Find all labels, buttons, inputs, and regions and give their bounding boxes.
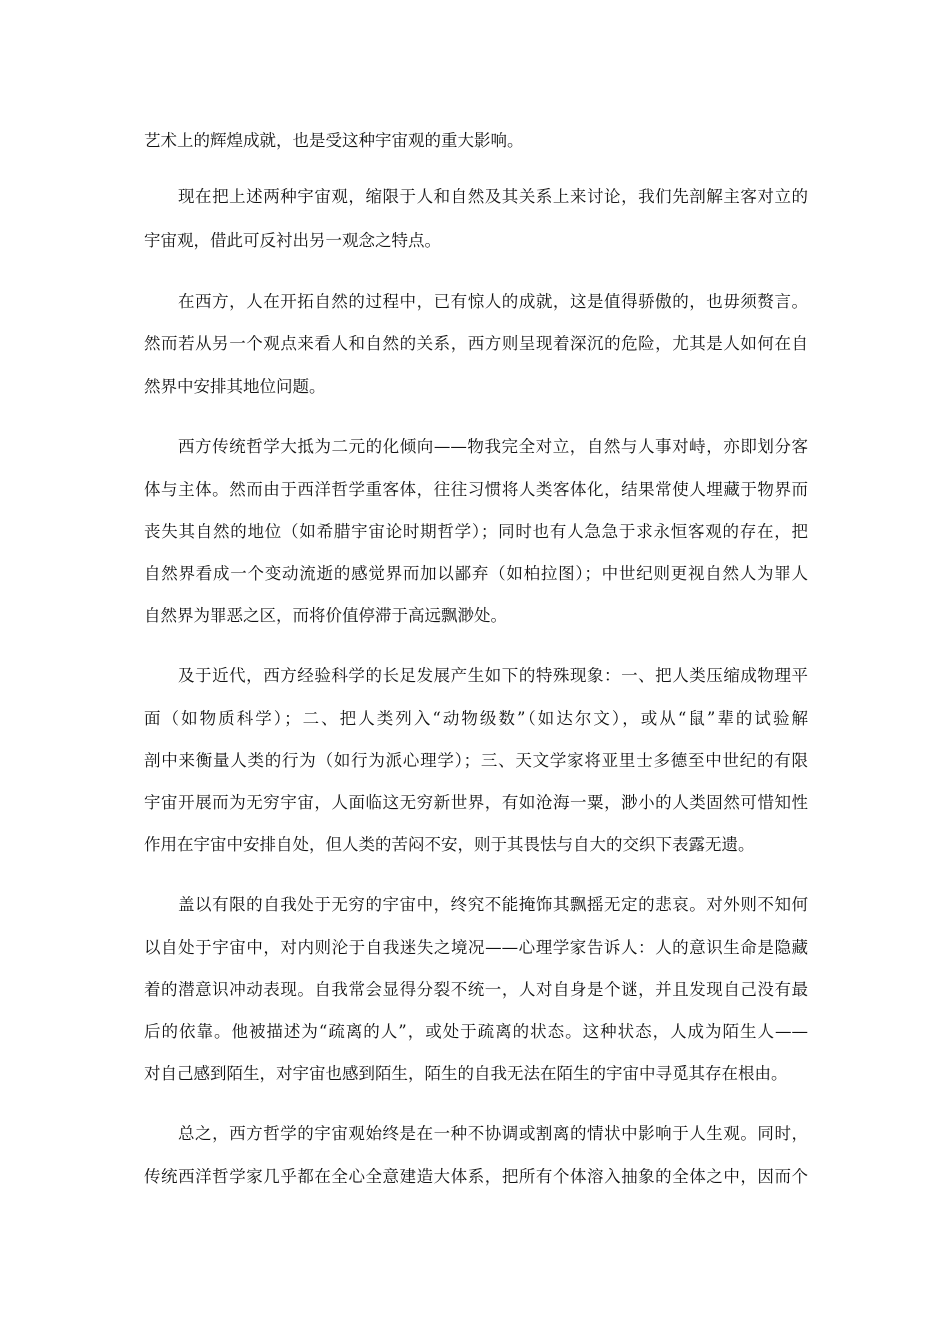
- paragraph-1: [0, 124, 950, 158]
- paragraph-4-line-2: [0, 473, 950, 507]
- paragraph-7-line-2: [0, 1160, 950, 1194]
- paragraph-2-line-1: [0, 180, 950, 214]
- text-line: 总之，西方哲学的宇宙观始终是在一种不协调或割离的情状中影响于人生观。同时，: [178, 1124, 808, 1143]
- paragraph-5-line-4: [0, 786, 950, 820]
- text-line: 着的潜意识冲动表现。自我常会显得分裂不统一，人对自身是个谜，并且发现自己没有最: [144, 980, 808, 999]
- paragraph-3-line-2: [0, 327, 950, 361]
- text-line: 然而若从另一个观点来看人和自然的关系，西方则呈现着深沉的危险，尤其是人如何在自: [144, 334, 808, 353]
- paragraph-6-line-1: [0, 888, 950, 922]
- paragraph-6-line-4: [0, 1015, 950, 1049]
- paragraph-3-line-1: [0, 285, 950, 319]
- text-line: 对自己感到陌生，对宇宙也感到陌生，陌生的自我无法在陌生的宇宙中寻觅其存在根由。: [144, 1064, 788, 1083]
- paragraph-3-line-3: [0, 370, 950, 404]
- paragraph-5-line-5: [0, 828, 950, 862]
- paragraph-5-line-1: [0, 659, 950, 693]
- paragraph-6-line-3: [0, 973, 950, 1007]
- text-line: 传统西洋哲学家几乎都在全心全意建造大体系，把所有个体溶入抽象的全体之中，因而个: [144, 1167, 808, 1186]
- paragraph-5-line-3: [0, 744, 950, 778]
- paragraph-5-line-2: [0, 702, 950, 736]
- text-line: 宇宙观，借此可反衬出另一观念之特点。: [144, 231, 441, 250]
- text-line: 及于近代，西方经验科学的长足发展产生如下的特殊现象：一、把人类压缩成物理平: [178, 666, 808, 685]
- paragraph-7-line-1: [0, 1117, 950, 1151]
- text-line: 后的依靠。他被描述为“疏离的人”，或处于疏离的状态。这种状态，人成为陌生人——: [144, 1022, 808, 1041]
- text-line: 然界中安排其地位问题。: [144, 377, 326, 396]
- text-line: 剖中来衡量人类的行为（如行为派心理学）；三、天文学家将亚里士多德至中世纪的有限: [144, 751, 808, 770]
- text-line: 自然界看成一个变动流逝的感觉界而加以鄙弃（如柏拉图）；中世纪则更视自然人为罪人: [144, 564, 808, 583]
- text-line: 面（如物质科学）；二、把人类列入“动物级数”（如达尔文），或从“鼠”辈的试验解: [144, 709, 808, 728]
- paragraph-6-line-5: [0, 1057, 950, 1091]
- text-line: 自然界为罪恶之区，而将价值停滞于高远飘渺处。: [144, 606, 507, 625]
- text-line: 丧失其自然的地位（如希腊宇宙论时期哲学）；同时也有人急急于求永恒客观的存在，把: [144, 522, 808, 541]
- text-line: 现在把上述两种宇宙观，缩限于人和自然及其关系上来讨论，我们先剖解主客对立的: [178, 187, 808, 206]
- text-line: 盖以有限的自我处于无穷的宇宙中，终究不能掩饰其飘摇无定的悲哀。对外则不知何: [178, 895, 808, 914]
- text-line: 西方传统哲学大抵为二元的化倾向——物我完全对立，自然与人事对峙，亦即划分客: [178, 437, 808, 456]
- text-line: 以自处于宇宙中，对内则沦于自我迷失之境况——心理学家告诉人：人的意识生命是隐藏: [144, 938, 808, 957]
- paragraph-4-line-4: [0, 557, 950, 591]
- paragraph-4-line-3: [0, 515, 950, 549]
- paragraph-4-line-5: [0, 599, 950, 633]
- text-line: 宇宙开展而为无穷宇宙，人面临这无穷新世界，有如沧海一粟，渺小的人类固然可惜知性: [144, 793, 808, 812]
- paragraph-6-line-2: [0, 931, 950, 965]
- text-line: 在西方，人在开拓自然的过程中，已有惊人的成就，这是值得骄傲的，也毋须赘言。: [178, 292, 808, 311]
- paragraph-2-line-2: [0, 224, 950, 258]
- text-line: 作用在宇宙中安排自处，但人类的苦闷不安，则于其畏怯与自大的交织下表露无遗。: [144, 835, 755, 854]
- paragraph-4-line-1: [0, 430, 950, 464]
- text-line: 艺术上的辉煌成就，也是受这种宇宙观的重大影响。: [144, 131, 524, 150]
- text-line: 体与主体。然而由于西洋哲学重客体，往往习惯将人类客体化，结果常使人埋藏于物界而: [144, 480, 808, 499]
